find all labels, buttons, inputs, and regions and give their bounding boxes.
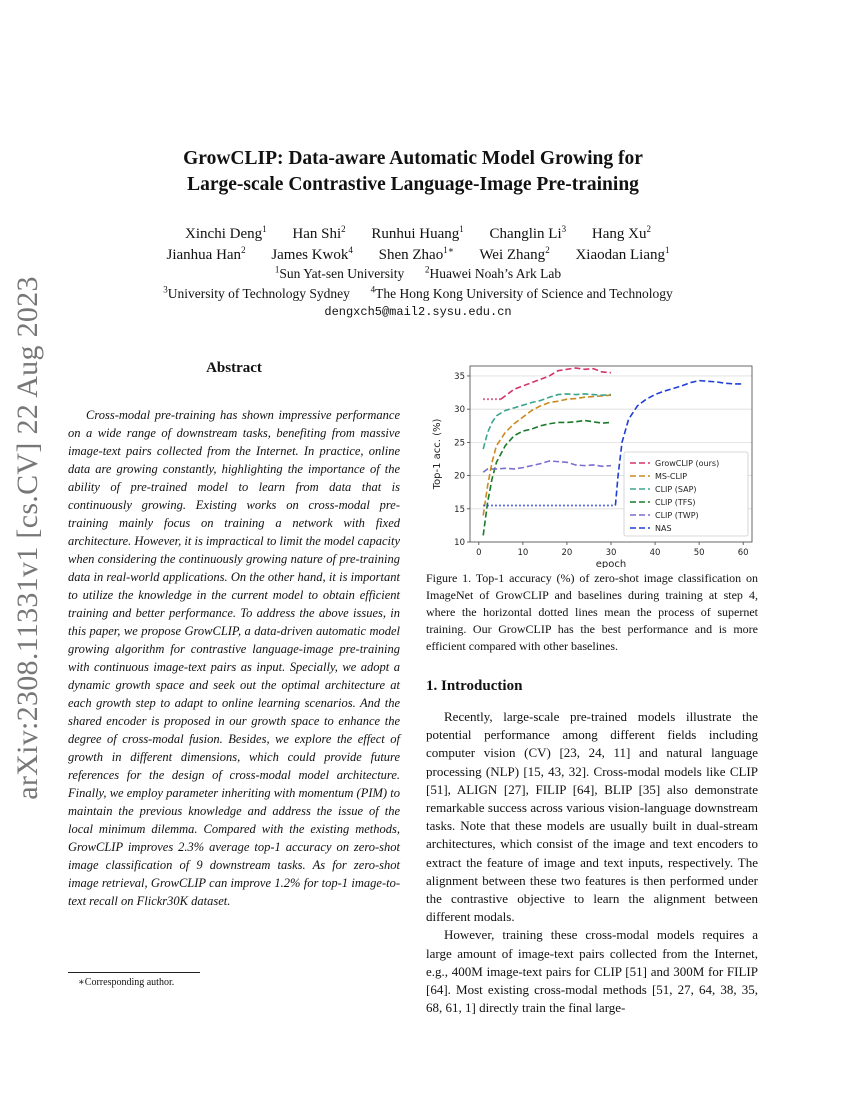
author-email: dengxch5@mail2.sysu.edu.cn [324, 305, 512, 319]
abstract-heading: Abstract [206, 360, 262, 376]
x-tick-label: 0 [476, 548, 482, 558]
author-list [0, 224, 836, 266]
x-tick-label: 50 [693, 548, 705, 558]
affiliation: $^4$The Hong Kong University of Science and Technology [370, 284, 673, 301]
paper-title [0, 146, 826, 198]
title-line-1: GrowCLIP: Data-aware Automatic Model Growing for [183, 148, 643, 169]
author: James Kwok$^4$ [271, 245, 353, 263]
author: Shen Zhao$^{1∗}$ [378, 245, 454, 263]
author: Xinchi Deng$^1$ [185, 224, 267, 242]
affiliation: $^1$Sun Yat-sen University [274, 264, 405, 281]
author-row-2 [0, 245, 836, 266]
x-axis-label: epoch [595, 559, 627, 568]
author: Han Shi$^2$ [292, 224, 346, 242]
y-tick-label: 10 [454, 538, 465, 548]
y-tick-label: 20 [454, 471, 465, 482]
author: Jianhua Han$^2$ [166, 245, 246, 263]
x-tick-label: 20 [561, 548, 573, 558]
affiliation: $^2$Huawei Noah’s Ark Lab [425, 264, 562, 281]
y-tick-label: 35 [454, 371, 465, 382]
affiliations-row-2 [0, 284, 836, 304]
legend-label: CLIP (TFS) [655, 498, 696, 507]
title-line-2: Large-scale Contrastive Language-Image Pre-training [187, 174, 639, 195]
x-tick-label: 30 [605, 548, 617, 558]
accuracy-line-chart [426, 360, 758, 568]
intro-paragraph-2: However, training these cross-modal models requires a large amount of image-text pairs collected from the Internet, e.g., 400M image-text pairs for CLIP [51] and 300M for FILIP [64]. Most existing cross-modal methods [51, 27, 64, 38, 35, 68, 61, 1] directly train the final large- [426, 927, 758, 1016]
intro-heading: 1. Introduction [426, 678, 523, 694]
legend-label: CLIP (TWP) [655, 511, 699, 520]
legend-label: NAS [655, 524, 672, 533]
x-tick-label: 60 [737, 548, 749, 558]
author: Runhui Huang$^1$ [371, 224, 464, 242]
legend-label: CLIP (SAP) [655, 485, 697, 494]
series-line-clip-sap [483, 394, 611, 449]
footnote: ∗Corresponding author. [78, 977, 175, 988]
author: Xiaodan Liang$^1$ [575, 245, 670, 263]
legend-label: GrowCLIP (ours) [655, 459, 720, 468]
y-axis-label: Top-1 acc. (%) [432, 418, 443, 490]
figure-caption: Figure 1. Top-1 accuracy (%) of zero-shot image classification on ImageNet of GrowCLIP and baselines during training at step 4, where the horizontal dotted lines mean the process of supernet training. Our GrowCLIP has the best performance and is more efficient compared with other baselines. [426, 571, 758, 653]
series-line-ms-clip [483, 395, 611, 515]
author: Hang Xu$^2$ [591, 224, 651, 242]
author: Wei Zhang$^2$ [479, 245, 550, 263]
x-tick-label: 10 [517, 548, 529, 558]
arxiv-identifier: arXiv:2308.11331v1 [cs.CV] 22 Aug 2023 [11, 276, 44, 800]
affiliation: $^3$University of Technology Sydney [163, 284, 350, 301]
author: Changlin Li$^3$ [489, 224, 567, 242]
series-line-clip-twp [483, 461, 611, 472]
y-tick-label: 25 [454, 438, 465, 449]
y-tick-label: 15 [454, 504, 465, 515]
intro-paragraph-1: Recently, large-scale pre-trained models illustrate the potential performance among different fields including computer vision (CV) [23, 24, 11] and natural language processing (NLP) [15, 43, 32]. Cross-modal models like CLIP [51], ALIGN [27], FILIP [64], BLIP [35] also demonstrate remarkable success across various vision-language downstream tasks. Note that these models are usually built in dual-stream architectures, which consist of the image and text encoders to extract the feature of image and text inputs, respectively. The alignment between these two features is then performed under the contrastive objective to learn the alignment between different modals. [426, 709, 758, 925]
chart-legend [624, 452, 748, 536]
y-tick-label: 30 [454, 405, 465, 416]
author-row-1 [0, 224, 836, 245]
intro-body [426, 708, 758, 1017]
footnote-rule [68, 972, 200, 973]
abstract-text: Cross-modal pre-training has shown impressive performance on a wide range of downstream tasks, benefiting from massive image-text pairs collected from the Internet. In practice, online data are growing constantly, highlighting the importance of the ability of pre-trained model to learn from data that is continuously growing. Existing works on cross-modal pre-training mainly focus on training a network with fixed architecture. However, it is impractical to limit the model capacity when considering the continuously growing nature of pre-training data in real-world applications. On the other hand, it is important to utilize the knowledge in the current model to obtain efficient training and better performance. To address the above issues, in this paper, we propose GrowCLIP, a data-driven automatic model growing algorithm for contrastive language-image pre-training with continuous image-text pairs as input. Specially, we adopt a dynamic growth space and seek out the optimal architecture at each growth step to adapt to online learning scenarios. And the shared encoder is proposed in our growth space to enhance the degree of cross-modal fusion. Besides, we explore the effect of growth in different dimensions, which could provide future references for the design of cross-modal model architecture. Finally, we employ parameter inheriting with momentum (PIM) to maintain the previous knowledge and address the issue of the local minimum dilemma. Compared with the existing methods, GrowCLIP improves 2.3% average top-1 accuracy on zero-shot image classification of 9 downstream tasks. As for zero-shot image retrieval, GrowCLIP can improve 1.2% for top-1 image-to-text recall on Flickr30K dataset. [68, 408, 400, 908]
legend-label: MS-CLIP [655, 472, 688, 481]
affiliations-row-1 [0, 264, 836, 284]
x-tick-label: 40 [649, 548, 661, 558]
